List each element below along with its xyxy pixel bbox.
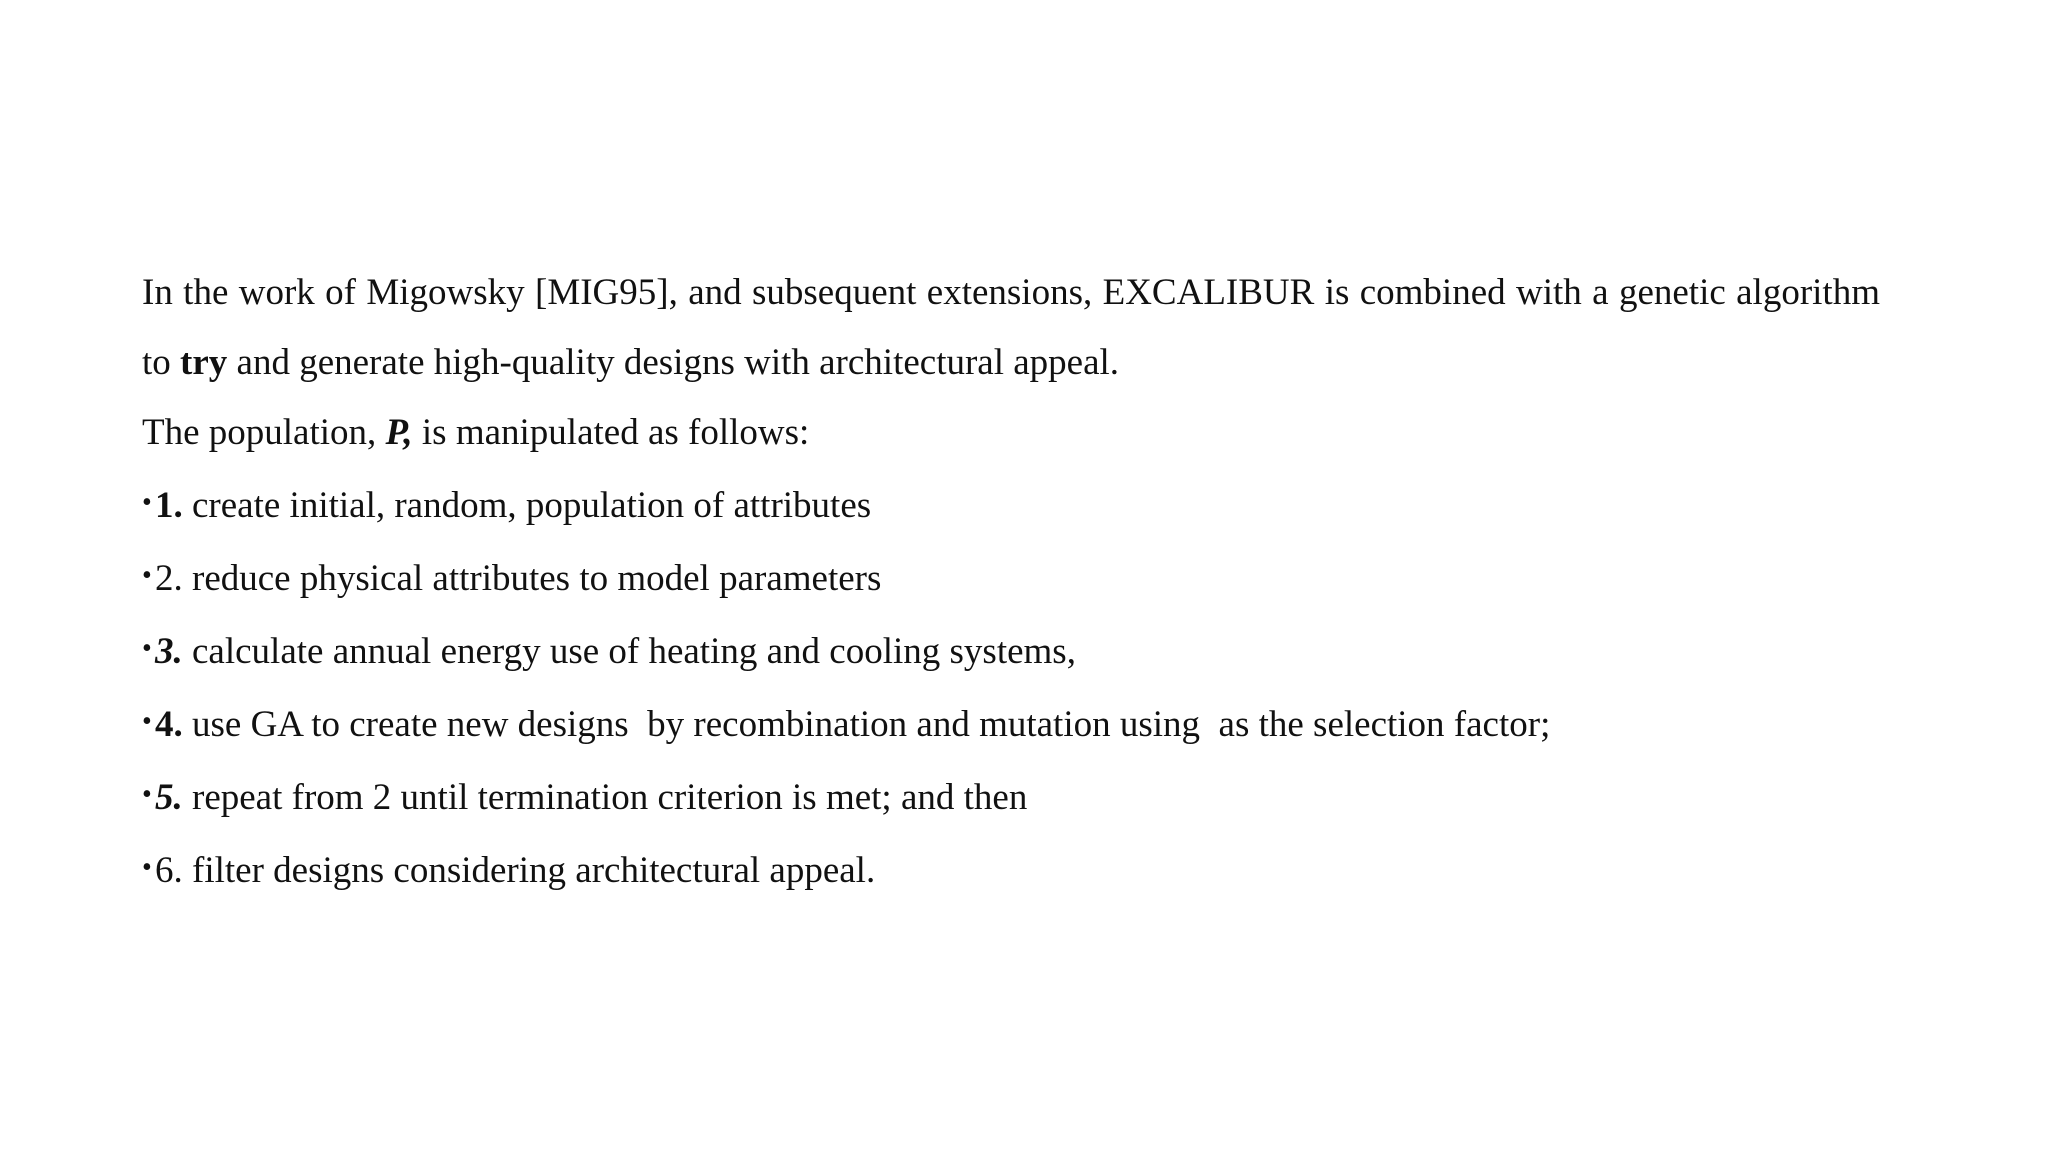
intro-bold-word: try xyxy=(180,342,228,383)
step-number: 1. xyxy=(155,485,183,526)
population-prefix: The population, xyxy=(142,412,386,453)
population-symbol: P, xyxy=(385,412,413,453)
bullet-icon: • xyxy=(142,706,152,737)
bullet-icon: • xyxy=(142,560,152,591)
bullet-icon: • xyxy=(142,487,152,518)
step-text: filter designs considering architectural appeal. xyxy=(182,850,876,891)
step-text: create initial, random, population of attributes xyxy=(182,485,872,526)
step-item-1 xyxy=(142,468,1880,541)
intro-paragraph xyxy=(142,258,1880,398)
step-number: 3. xyxy=(155,631,183,672)
bullet-icon: • xyxy=(142,852,152,883)
step-item-2 xyxy=(142,541,1880,614)
step-number: 2. xyxy=(155,558,183,599)
step-number: 5. xyxy=(155,777,183,818)
step-number: 6. xyxy=(155,850,183,891)
step-item-5 xyxy=(142,760,1880,833)
bullet-icon: • xyxy=(142,779,152,810)
step-item-6 xyxy=(142,833,1880,906)
step-text: calculate annual energy use of heating and cooling systems, xyxy=(182,631,1076,672)
population-line xyxy=(142,398,1880,468)
step-text: repeat from 2 until termination criterion is met; and then xyxy=(182,777,1028,818)
step-text: reduce physical attributes to model parameters xyxy=(182,558,882,599)
step-number: 4. xyxy=(155,704,183,745)
bullet-icon: • xyxy=(142,633,152,664)
step-item-3 xyxy=(142,614,1880,687)
intro-text-part1: In the work of Migowsky [MIG95], and subsequent extensions, EXCALIBUR is combined with a genetic algorithm to xyxy=(142,272,1880,383)
intro-text-part2: and generate high-quality designs with architectural appeal. xyxy=(227,342,1120,383)
population-suffix: is manipulated as follows: xyxy=(412,412,810,453)
slide-text-body xyxy=(142,258,1880,906)
step-text: use GA to create new designs by recombination and mutation using as the selection factor; xyxy=(182,704,1551,745)
step-item-4 xyxy=(142,687,1880,760)
